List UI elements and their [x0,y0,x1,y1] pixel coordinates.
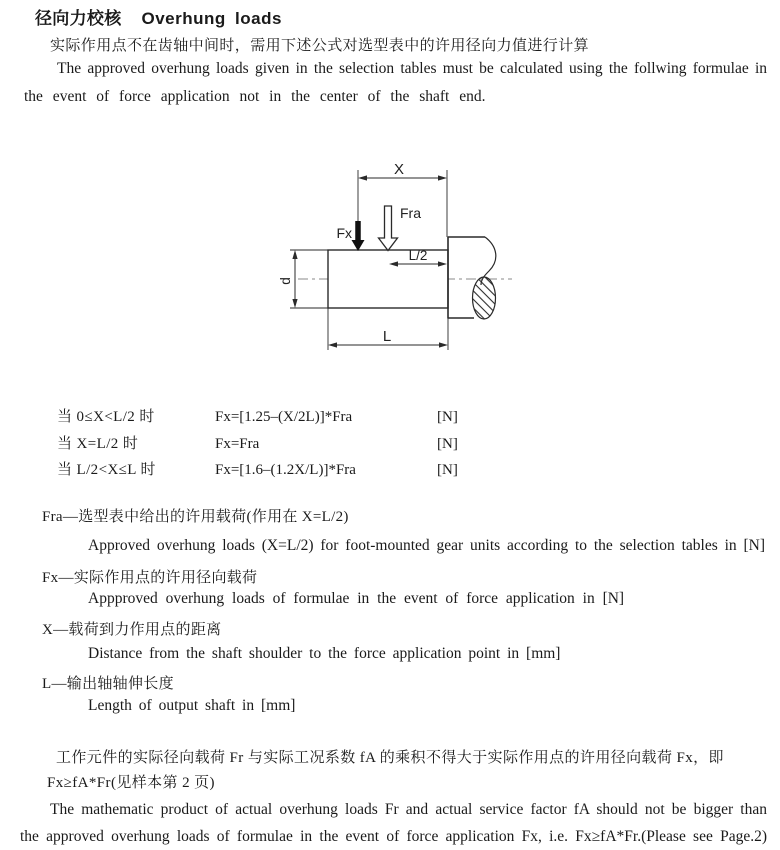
dimension-l-half-label: L/2 [408,248,428,263]
intro-zh: 实际作用点不在齿轴中间时，需用下述公式对选型表中的许用径向力值进行计算 [50,38,590,54]
footer-zh-line1: 工作元件的实际径向载荷 Fr 与实际工况系数 fA 的乘积不得大于实际作用点的许用径向载荷 Fx，即 [56,750,724,766]
dimension-d-label: d [278,277,293,285]
footer-en-line1: The mathematic product of actual overhung loads Fr and actual service factor fA should not be bigger than [50,801,767,818]
formula-table [57,404,458,484]
housing-hub [448,237,496,320]
definition-desc-l: Length of output shaft in [mm] [88,697,296,714]
fx-force-arrow [336,221,364,251]
page-title [35,4,282,29]
fra-label: Fra [400,205,421,221]
formula-condition: 当 L/2<X≤L 时 [57,462,156,479]
formula-unit: [N] [437,409,458,425]
fra-force-arrow [379,205,422,251]
overhung-load-diagram [275,148,530,363]
formula-expression: Fx=Fra [215,435,260,452]
formula-unit: [N] [437,435,458,452]
definition-term-fx: Fx—实际作用点的许用径向载荷 [42,570,258,586]
fx-label: Fx [336,225,352,241]
intro-en-line2: the event of force application not in the center of the shaft end. [24,88,486,105]
shaft-body [328,250,448,308]
definition-desc-x: Distance from the shaft shoulder to the force application point in [mm] [88,645,561,662]
formula-condition: 当 0≤X<L/2 时 [57,409,155,425]
formula-unit: [N] [437,462,458,479]
dimension-x [358,161,447,181]
footer-en-line2: the approved overhung loads of formulae in the event of force application Fx, i.e. Fx≥fA*Fr.(Please see Page.2) [20,828,767,845]
definition-term-x: X—载荷到力作用点的距离 [42,622,222,638]
page-title-zh: 径向力校核 [35,9,122,28]
dimension-x-label: X [393,161,405,178]
footer-zh-line2: Fx≥fA*Fr(见样本第 2 页) [47,775,215,791]
dimension-l [328,328,448,348]
dimension-l-label: L [382,328,392,345]
intro-en-line1: The approved overhung loads given in the selection tables must be calculated using the follwing formulae in [57,60,767,77]
page-title-en: Overhung loads [141,9,282,28]
formula-expression: Fx=[1.6–(1.2X/L)]*Fra [215,462,356,479]
definition-term-fra: Fra—选型表中给出的许用载荷(作用在 X=L/2) [42,509,349,525]
definition-desc-fx: Appproved overhung loads of formulae in the event of force application in [N] [88,590,625,607]
definition-desc-fra: Approved overhung loads (X=L/2) for foot-mounted gear units according to the selection tables in [N] [88,537,765,554]
dimension-d [278,250,298,308]
section-hatch [473,277,496,319]
formula-expression: Fx=[1.25–(X/2L)]*Fra [215,409,353,425]
formula-condition: 当 X=L/2 时 [57,435,139,452]
definition-term-l: L—输出轴轴伸长度 [42,676,174,692]
